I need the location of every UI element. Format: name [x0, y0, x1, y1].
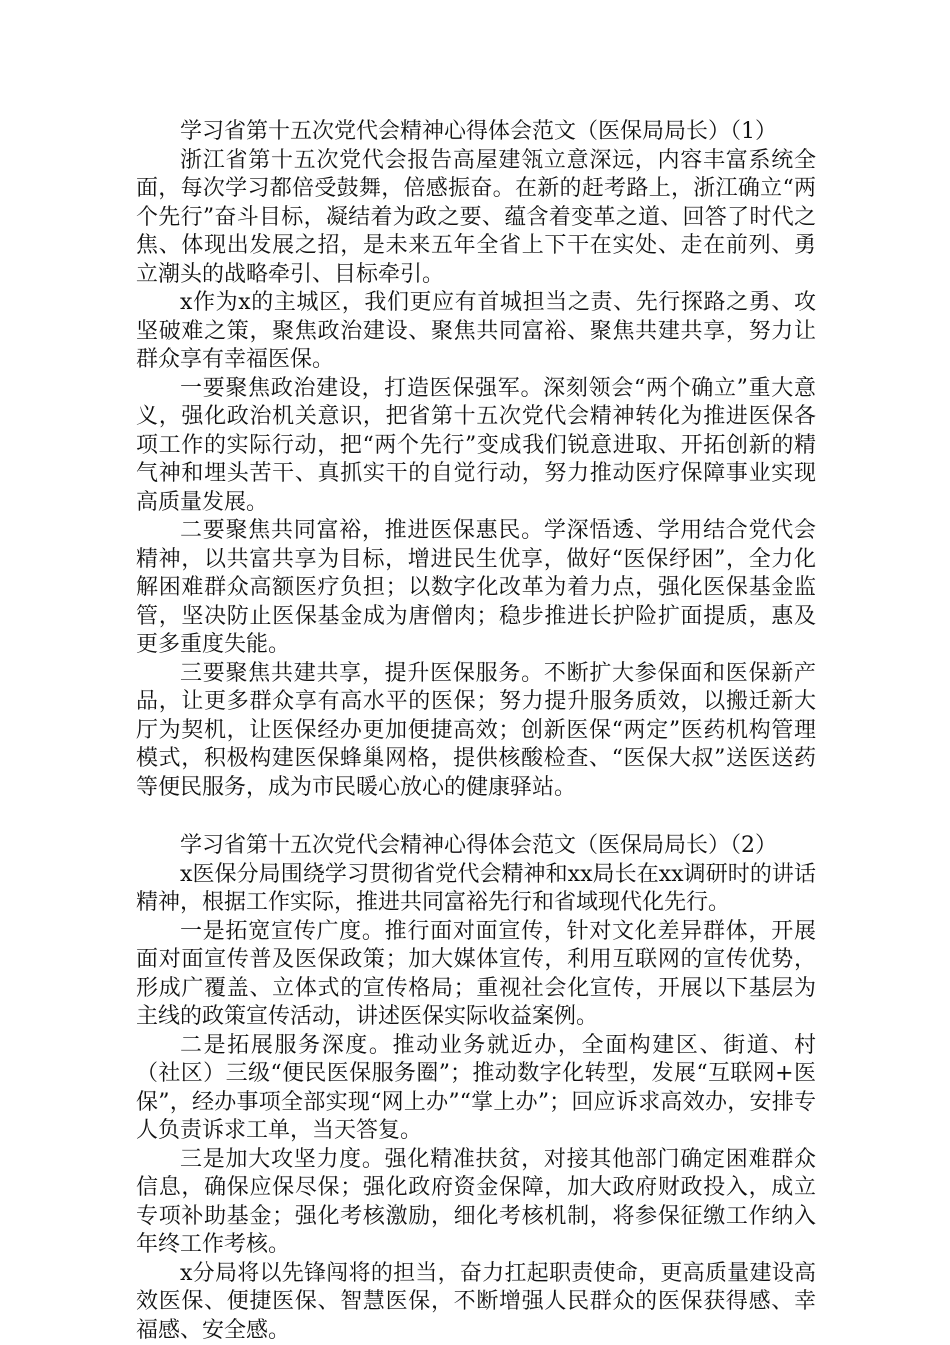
paragraph: x医保分局围绕学习贯彻省党代会精神和xx局长在xx调研时的讲话精神，根据工作实际，推进共同富裕先行和省域现代化先行。 [136, 861, 816, 918]
paragraph: 三要聚焦共建共享，提升医保服务。不断扩大参保面和医保新产品，让更多群众享有高水平的医保；努力提升服务质效，以搬迁新大厅为契机，让医保经办更加便捷高效；创新医保“两定”医药机构管理模式，积极构建医保蜂巢网格，提供核酸检查、“医保大叔”送医送药等便民服务，成为市民暖心放心的健康驿站。 [136, 660, 816, 803]
paragraph: 二是拓展服务深度。推动业务就近办，全面构建区、街道、村（社区）三级“便民医保服务圈”；推动数字化转型，发展“互联网+医保”，经办事项全部实现“网上办”“掌上办”；回应诉求高效办，安排专人负责诉求工单，当天答复。 [136, 1032, 816, 1146]
article-title: 学习省第十五次党代会精神心得体会范文（医保局局长）（1） [136, 118, 816, 147]
paragraph: x作为x的主城区，我们更应有首城担当之责、先行探路之勇、攻坚破难之策，聚焦政治建设、聚焦共同富裕、聚焦共建共享，努力让群众享有幸福医保。 [136, 289, 816, 375]
paragraph: 浙江省第十五次党代会报告高屋建瓴立意深远，内容丰富系统全面，每次学习都倍受鼓舞，倍感振奋。在新的赶考路上，浙江确立“两个先行”奋斗目标，凝结着为政之要、蕴含着变革之道、回答了时代之焦、体现出发展之招，是未来五年全省上下干在实处、走在前列、勇立潮头的战略牵引、目标牵引。 [136, 147, 816, 290]
paragraph: 一是拓宽宣传广度。推行面对面宣传，针对文化差异群体，开展面对面宣传普及医保政策；加大媒体宣传，利用互联网的宣传优势，形成广覆盖、立体式的宣传格局；重视社会化宣传，开展以下基层为主线的政策宣传活动，讲述医保实际收益案例。 [136, 918, 816, 1032]
article-title: 学习省第十五次党代会精神心得体会范文（医保局局长）（2） [136, 832, 816, 861]
article-section-2 [136, 832, 816, 1345]
paragraph: x分局将以先锋闯将的担当，奋力扛起职责使命，更高质量建设高效医保、便捷医保、智慧医保，不断增强人民群众的医保获得感、幸福感、安全感。 [136, 1260, 816, 1345]
paragraph: 三是加大攻坚力度。强化精准扶贫，对接其他部门确定困难群众信息，确保应保尽保；强化政府资金保障，加大政府财政投入，成立专项补助基金；强化考核激励，细化考核机制，将参保征缴工作纳入年终工作考核。 [136, 1146, 816, 1260]
paragraph: 二要聚焦共同富裕，推进医保惠民。学深悟透、学用结合党代会精神，以共富共享为目标，增进民生优享，做好“医保纾困”，全力化解困难群众高额医疗负担；以数字化改革为着力点，强化医保基金监管，坚决防止医保基金成为唐僧肉；稳步推进长护险扩面提质，惠及更多重度失能。 [136, 517, 816, 660]
document-page [136, 118, 816, 1345]
article-section-1 [136, 118, 816, 802]
paragraph: 一要聚焦政治建设，打造医保强军。深刻领会“两个确立”重大意义，强化政治机关意识，把省第十五次党代会精神转化为推进医保各项工作的实际行动，把“两个先行”变成我们锐意进取、开拓创新的精气神和埋头苦干、真抓实干的自觉行动，努力推动医疗保障事业实现高质量发展。 [136, 375, 816, 518]
